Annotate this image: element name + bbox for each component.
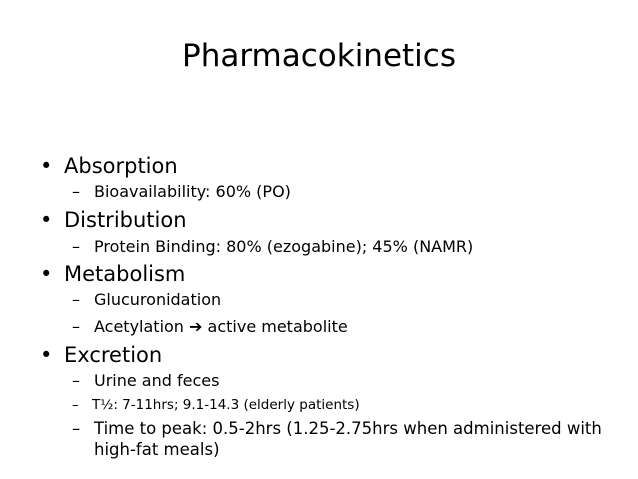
bullet-absorption — [40, 153, 178, 179]
dash-icon: – — [72, 237, 80, 256]
bullet-metabolism — [40, 261, 185, 287]
sub-item — [72, 418, 634, 460]
slide-title: Pharmacokinetics — [182, 38, 456, 74]
bullet-icon: • — [40, 262, 53, 286]
bullet-icon: • — [40, 154, 53, 178]
sub-item-text: Glucuronidation — [94, 290, 222, 309]
dash-icon: – — [72, 317, 80, 336]
sub-item-text: Protein Binding: 80% (ezogabine); 45% (NAMR) — [94, 237, 474, 256]
sub-item — [72, 236, 473, 258]
sub-item-text: Time to peak: 0.5-2hrs (1.25-2.75hrs when administered with high-fat meals) — [94, 419, 602, 459]
sub-item-text: Acetylation ➔ active metabolite — [94, 317, 348, 336]
bullet-icon: • — [40, 208, 53, 232]
bullet-excretion — [40, 342, 162, 368]
sub-item — [72, 370, 219, 392]
dash-icon: – — [72, 397, 79, 413]
dash-icon: – — [72, 290, 80, 309]
bullet-heading: Absorption — [64, 154, 178, 178]
bullet-icon: • — [40, 343, 53, 367]
bullet-distribution — [40, 207, 187, 233]
sub-item — [72, 289, 221, 311]
sub-item — [72, 395, 360, 415]
sub-item-text: T½: 7-11hrs; 9.1-14.3 (elderly patients) — [92, 397, 360, 413]
bullet-heading: Excretion — [64, 343, 163, 367]
sub-item — [72, 181, 291, 203]
dash-icon: – — [72, 371, 80, 390]
sub-item — [72, 316, 348, 338]
bullet-heading: Metabolism — [64, 262, 186, 286]
sub-item-text: Bioavailability: 60% (PO) — [94, 182, 291, 201]
bullet-heading: Distribution — [64, 208, 187, 232]
dash-icon: – — [72, 182, 80, 201]
sub-item-text: Urine and feces — [94, 371, 220, 390]
dash-icon: – — [72, 419, 81, 438]
